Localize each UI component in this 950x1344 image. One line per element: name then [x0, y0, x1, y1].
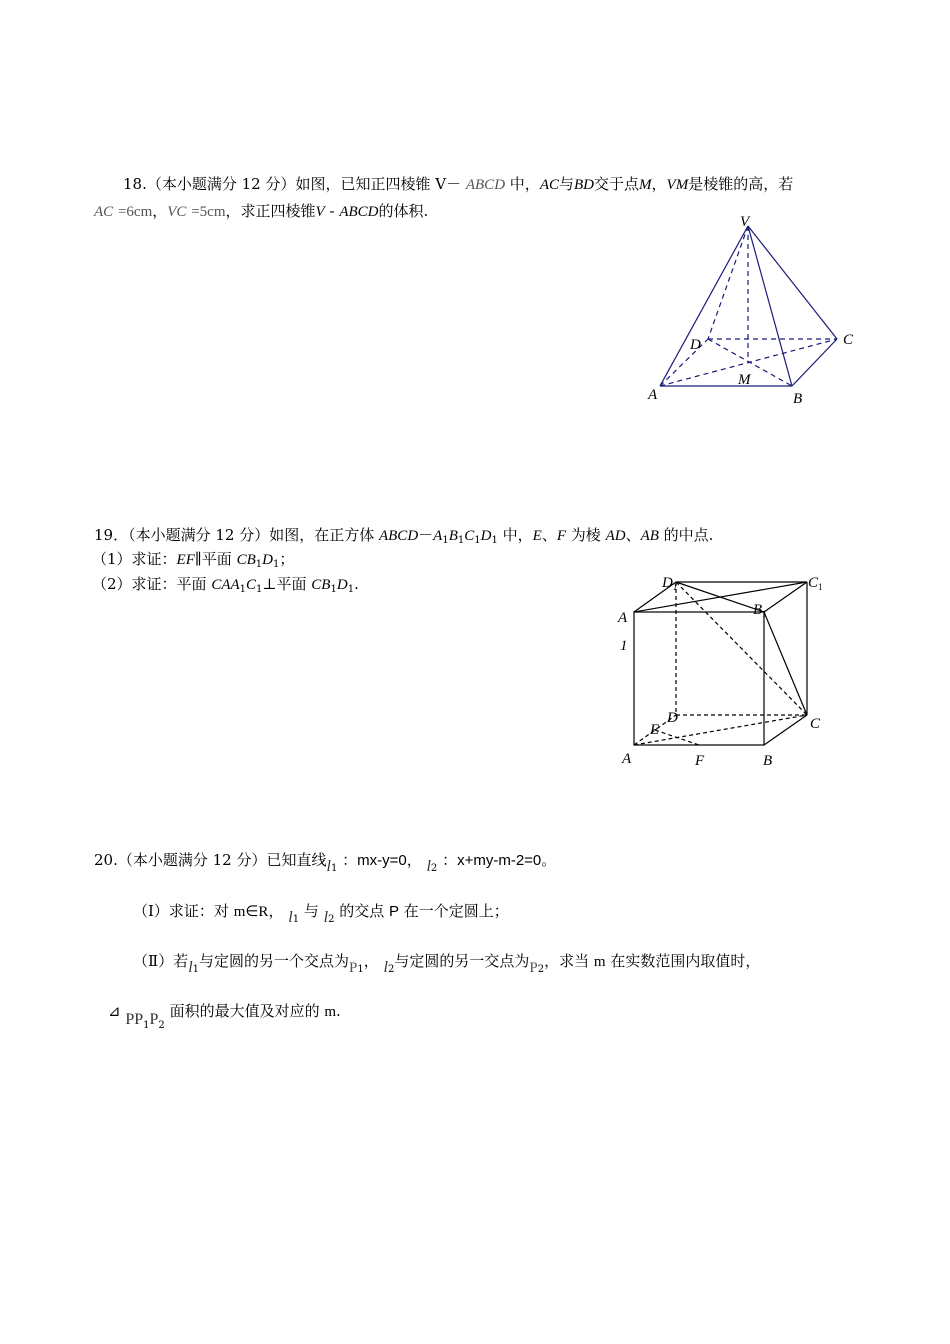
- q20-part3: ⊿ $PP_1P_2$ 面积的最大值及对应的 m.: [108, 1002, 341, 1031]
- label-A: A: [648, 387, 658, 403]
- pyramid-figure: [640, 212, 860, 412]
- label-D: D: [690, 337, 701, 353]
- label-A: A: [622, 751, 632, 767]
- label-V: V: [740, 214, 750, 230]
- q18-line1: 18.（本小题满分 12 分）如图，已知正四棱锥 V－ ABCD 中，AC与BD交于点M，VM是棱锥的高，若: [123, 175, 794, 193]
- label-M: M: [738, 372, 751, 388]
- q20-part1: （Ⅰ）求证：对 m∈R， $l_1$ 与 $l_2$ 的交点 P 在一个定圆上；: [133, 902, 509, 926]
- label-C: C: [810, 716, 821, 732]
- q18-line2: AC =6cm，VC =5cm，求正四棱锥V - ABCD的体积.: [94, 202, 429, 220]
- label-B: B: [763, 753, 773, 769]
- q19-head: 19．（本小题满分 12 分）如图，在正方体 $ABCD-A_1B_1C_1D_1$ 中，E、F 为棱 AD、AB 的中点.: [94, 526, 714, 546]
- label-C1: $C_1$: [808, 575, 823, 592]
- cube-figure: [612, 570, 852, 780]
- label-E: E: [650, 722, 660, 738]
- label-D: D: [667, 710, 678, 726]
- label-B: B: [793, 391, 803, 407]
- q20-part2: （Ⅱ）若$l_1$与定圆的另一个交点为$P_1$， $l_2$与定圆的另一交点为$P_2$，求当 m 在实数范围内取值时，: [133, 952, 761, 976]
- label-A1-sub: 1: [620, 638, 628, 654]
- label-D1: $D_1$: [662, 575, 678, 592]
- q20-head: 20.（本小题满分 12 分）已知直线$l_1$ ：mx-y=0， $l_2$ ：x+my-m-2=0。: [94, 851, 557, 875]
- label-C: C: [843, 332, 854, 348]
- label-B1: $B_1$: [753, 602, 767, 619]
- q19-part2: （2）求证：平面 $CAA_1C_1\perp$平面 $CB_1D_1$.: [92, 575, 359, 595]
- q19-part1: （1）求证：EF∥平面 $CB_1D_1$；: [92, 550, 295, 570]
- label-A1: A: [618, 610, 628, 626]
- label-F: F: [695, 753, 705, 769]
